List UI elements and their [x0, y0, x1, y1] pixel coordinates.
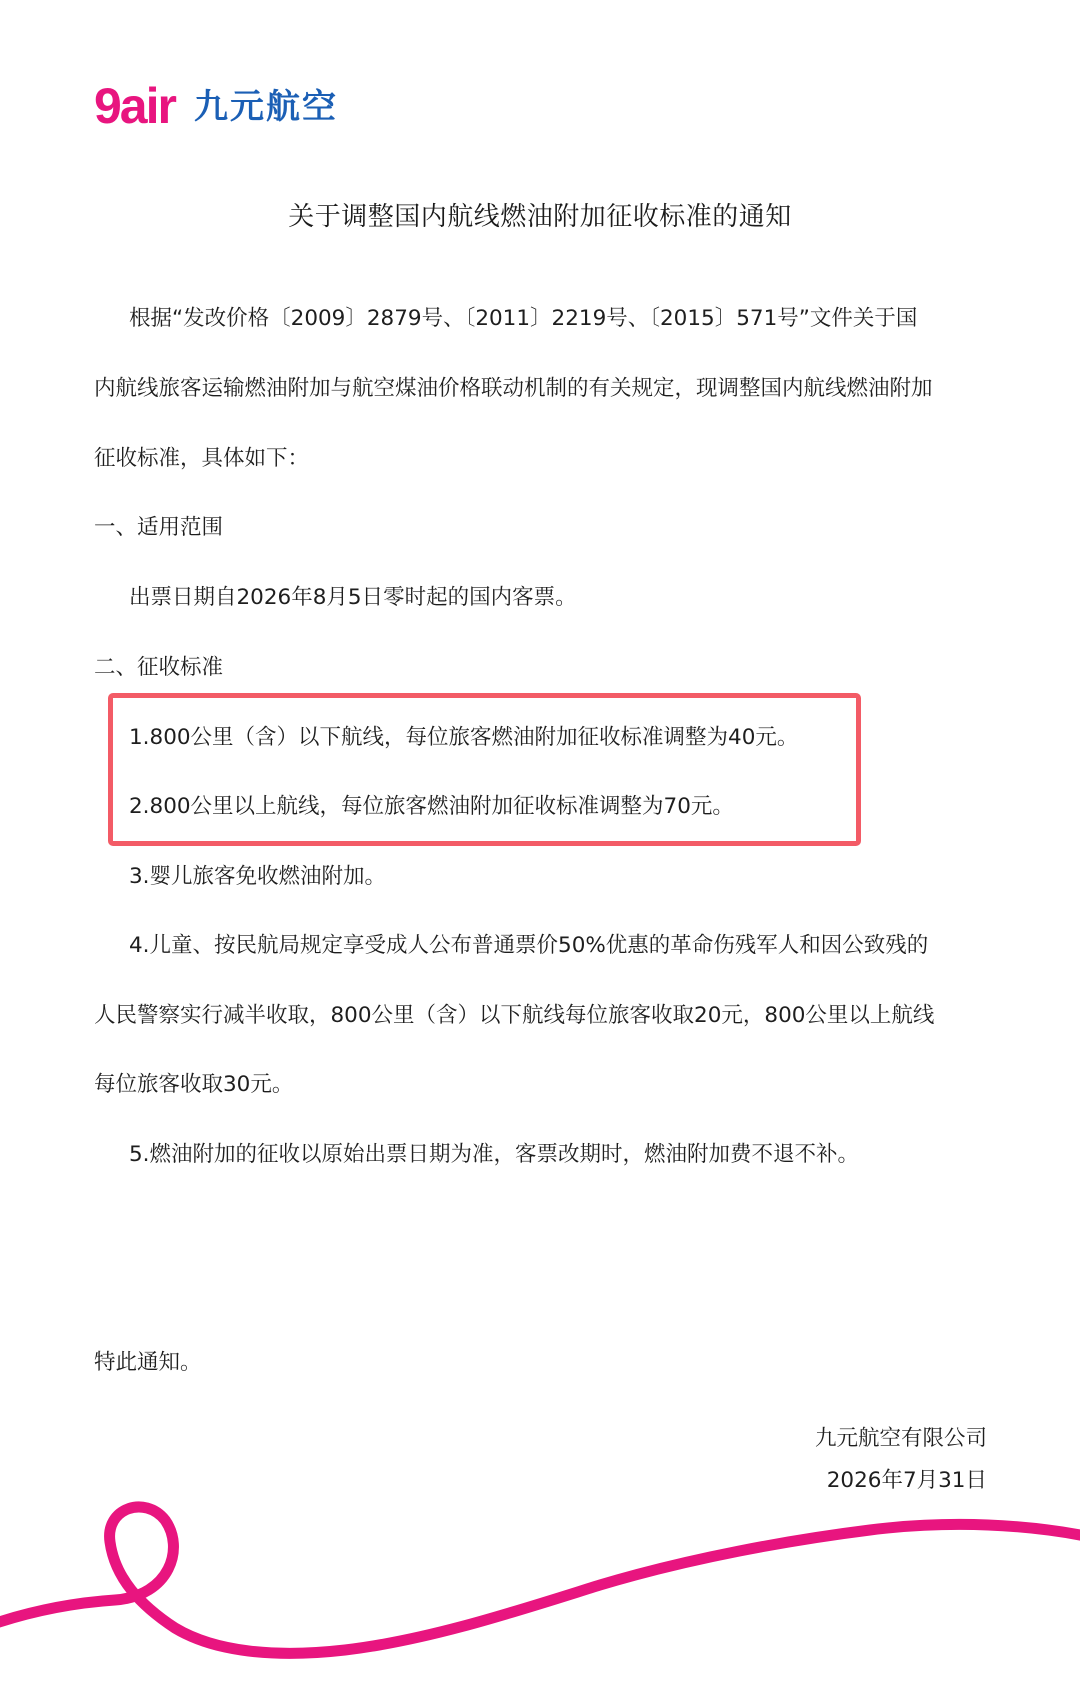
intro-line-3: 征收标准，具体如下：: [94, 446, 310, 471]
item-4-line-3: 每位旅客收取30元。: [94, 1072, 294, 1097]
section-2-heading: 二、征收标准: [94, 655, 224, 680]
section-1-body: 出票日期自2026年8月5日零时起的国内客票。: [129, 585, 577, 610]
signature-company: 九元航空有限公司: [814, 1426, 987, 1451]
intro-line-1: 根据“发改价格〔2009〕2879号、〔2011〕2219号、〔2015〕571号”文件关于国: [129, 306, 918, 331]
logo-mark: 9air: [94, 78, 175, 134]
section-1-heading: 一、适用范围: [94, 515, 224, 540]
item-1: 1.800公里（含）以下航线，每位旅客燃油附加征收标准调整为40元。: [129, 725, 799, 750]
logo-name: 九元航空: [194, 87, 338, 127]
ribbon-path: [0, 1507, 1080, 1653]
brand-logo: [94, 78, 354, 140]
closing-text: 特此通知。: [94, 1350, 202, 1375]
decorative-ribbon: [0, 1490, 1080, 1690]
notice-title: 关于调整国内航线燃油附加征收标准的通知: [288, 202, 792, 232]
item-4-line-2: 人民警察实行减半收取，800公里（含）以下航线每位旅客收取20元，800公里以上航线: [94, 1003, 935, 1028]
item-4-line-1: 4.儿童、按民航局规定享受成人公布普通票价50%优惠的革命伤残军人和因公致残的: [129, 933, 929, 958]
item-5: 5.燃油附加的征收以原始出票日期为准，客票改期时，燃油附加费不退不补。: [129, 1142, 860, 1167]
item-2: 2.800公里以上航线，每位旅客燃油附加征收标准调整为70元。: [129, 794, 734, 819]
intro-line-2: 内航线旅客运输燃油附加与航空煤油价格联动机制的有关规定，现调整国内航线燃油附加: [94, 376, 933, 401]
item-3: 3.婴儿旅客免收燃油附加。: [129, 864, 387, 889]
signature-date: 2026年7月31日: [826, 1468, 987, 1493]
